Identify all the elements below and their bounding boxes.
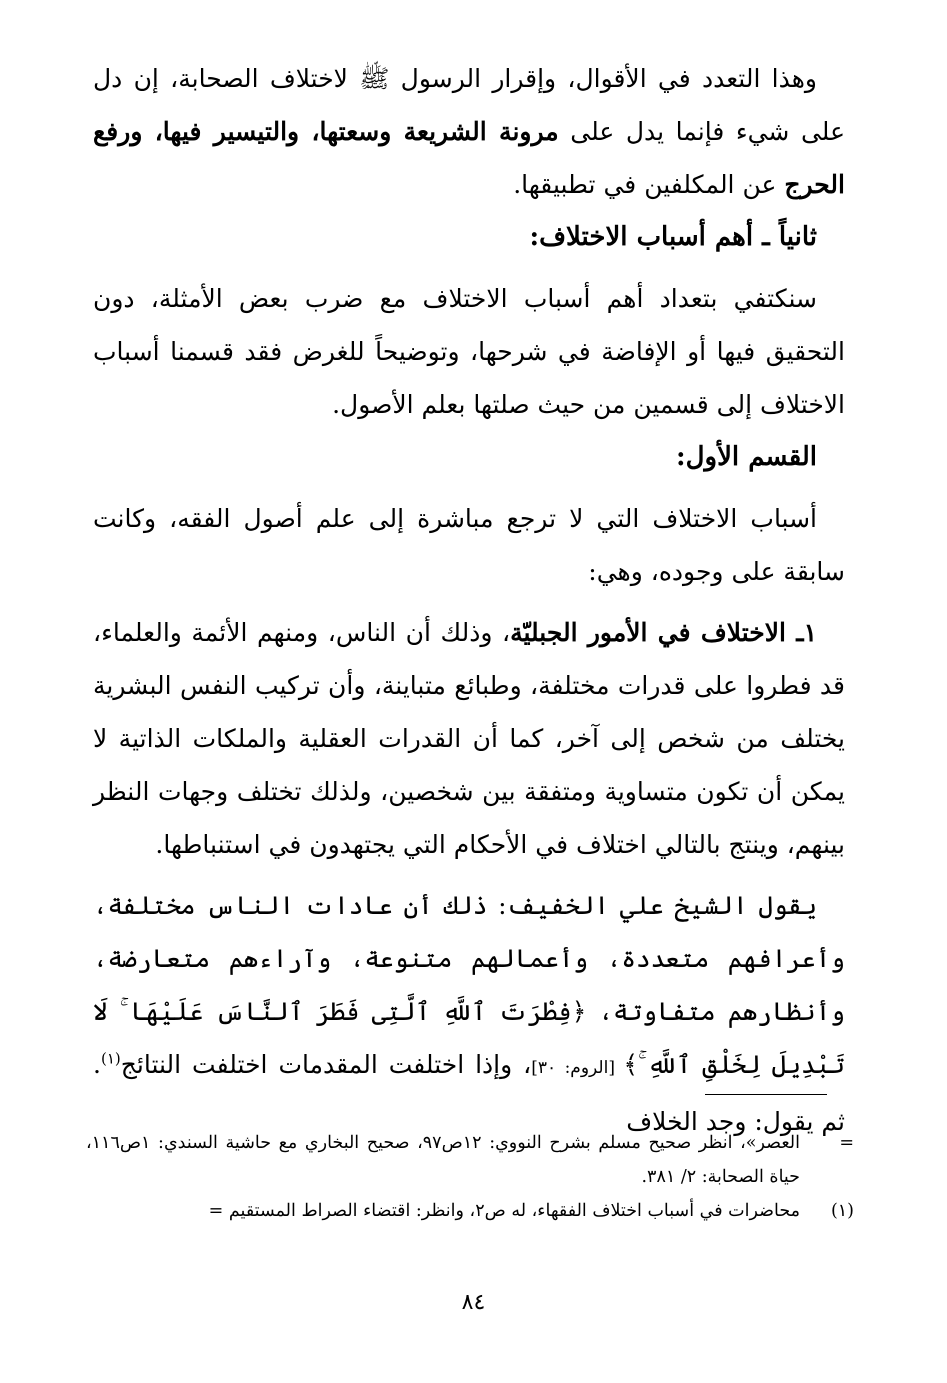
paragraph-1-end: عن المكلفين في تطبيقها. (513, 170, 785, 199)
footnote-1 (86, 1194, 854, 1228)
section-heading-2: ثانياً ـ أهم أسباب الاختلاف: (529, 222, 817, 252)
paragraph-5-middle: ، وإذا اختلفت المقدمات اختلفت النتائج (120, 1050, 532, 1079)
paragraph-1-bold: مرونة الشريعة وسعتها، والتيسير فيها، ورفع الحرج (93, 117, 845, 199)
subsection-heading-part-1: القسم الأول: (676, 442, 817, 472)
paragraph-4 (93, 606, 845, 871)
paragraph-1 (93, 52, 845, 211)
footnote-separator (705, 1094, 827, 1095)
paragraph-3: أسباب الاختلاف التي لا ترجع مباشرة إلى علم أصول الفقه، وكانت سابقة على وجوده، وهي: (93, 504, 845, 586)
item-number: ١ـ (785, 618, 818, 647)
paragraph-5 (93, 879, 845, 1148)
quran-verse: ﴿فِطْرَتَ ٱللَّهِ ٱلَّتِى فَطَرَ ٱلنَّاسَ عَلَيْهَا ۚ لَا تَبْدِيلَ لِخَلْقِ ٱللَّهِ ۚ﴾ (93, 997, 845, 1079)
main-text (93, 52, 845, 1148)
footnotes (86, 1126, 854, 1228)
footnote-ref-1: (١) (100, 1049, 121, 1068)
footnote-continued-text: العصر»، انظر صحيح مسلم بشرح النووي: ١٢ص٩٧، صحيح البخاري مع حاشية السندي: ١ص١١٦، حياة الصحابة: ٢/ ٣٨١. (86, 1133, 800, 1187)
paragraph-1-start: وهذا التعدد في الأقوال، وإقرار الرسول ﷺ لاختلاف الصحابة، إن دل على شيء فإنما يدل على (93, 64, 845, 146)
item-title: الاختلاف في الأمور الجبليّة (510, 618, 786, 647)
footnote-continued-marker: = (839, 1133, 854, 1153)
paragraph-5-start: يقول الشيخ علي الخفيف: ذلك أن عادات الناس مختلفة، وأعرافهم متعددة، وأعمالهم متنوعة، وآراءهم متعارضة، وأنظارهم متفاوتة، (93, 891, 845, 1026)
item-text: ، وذلك أن الناس، ومنهم الأئمة والعلماء، قد فطروا على قدرات مختلفة، وطبائع متباينة، وأن تركيب النفس البشرية يختلف من شخص إلى آخر، كما أن القدرات العقلية والملكات الذاتية لا يمكن أن تكون متساوية ومتفقة بين شخصين، ولذلك تختلف وجهات النظر بينهم، وينتج بالتالي اختلاف في الأحكام التي يجتهدون في استنباطها. (93, 618, 845, 859)
paragraph-5-end: . ثم يقول: وجد الخلاف (93, 1050, 845, 1136)
footnote-1-marker: (١) (830, 1201, 854, 1221)
paragraph-2: سنكتفي بتعداد أهم أسباب الاختلاف مع ضرب بعض الأمثلة، دون التحقيق فيها أو الإفاضة في شرحها، وتوضيحاً للغرض فقد قسمنا أسباب الاختلاف إلى قسمين من حيث صلتها بعلم الأصول. (93, 284, 845, 419)
verse-reference: [الروم: ٣٠] (531, 1058, 624, 1078)
footnote-1-text: محاضرات في أسباب اختلاف الفقهاء، له ص٢، وانظر: اقتضاء الصراط المستقيم = (208, 1201, 800, 1221)
footnote-continued (86, 1126, 854, 1194)
page-number: ٨٤ (461, 1290, 486, 1315)
